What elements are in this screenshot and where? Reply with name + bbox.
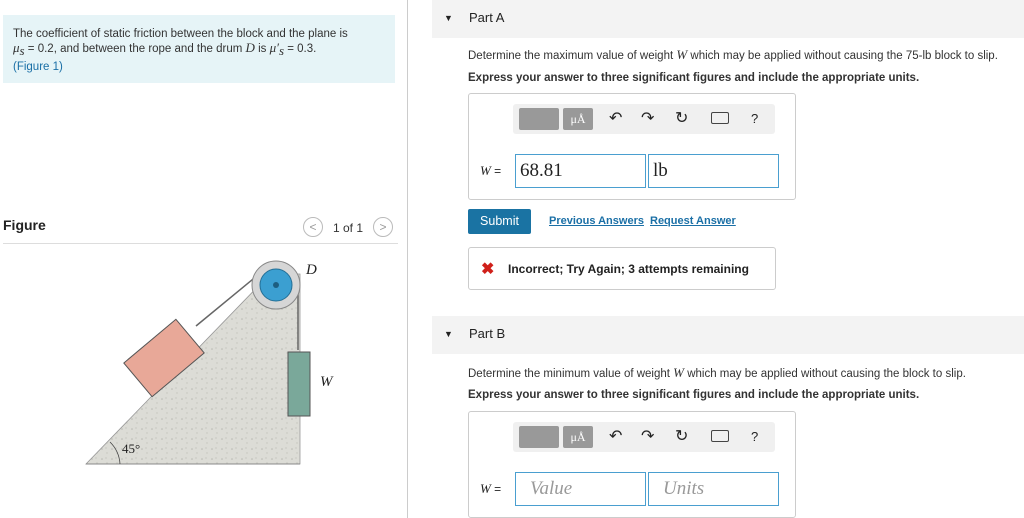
part-a-var-symbol: W [480,163,491,178]
feedback-text: Incorrect; Try Again; 3 attempts remaining [508,262,749,276]
part-a-answer-box [468,93,796,200]
part-a-units-input[interactable]: lb [648,154,779,188]
mu-prime-sub: s [278,43,285,59]
right-panel [432,0,1024,518]
part-b-equals: = [490,482,502,496]
help-icon[interactable]: ? [751,111,759,126]
reset-icon[interactable]: ↻ [675,110,689,127]
mu-prime-symbol: μ′ [269,40,279,55]
mu-s-value: = 0.2 [24,43,54,55]
drum-hub [273,282,279,288]
part-b-answer-box [468,411,796,518]
figure-page-count: 1 of 1 [333,221,364,235]
part-b-question-var: W [673,365,685,380]
part-b-collapse-icon[interactable]: ▼ [444,329,453,339]
problem-statement [3,15,395,83]
figure-link[interactable]: (Figure 1) [13,61,63,74]
undo-icon[interactable]: ↶ [609,110,623,127]
part-b-var-label [480,481,501,497]
submit-button[interactable]: Submit [468,209,531,234]
figure-label: Figure [3,217,46,233]
part-b-question-pre: Determine the minimum value of weight [468,368,674,380]
weight-label: W [320,374,333,390]
drum-symbol: D [245,40,255,55]
part-a-equals: = [490,164,502,178]
part-b-title: Part B [469,326,506,341]
templates-icon[interactable] [519,426,559,448]
part-b-question-post: which may be applied without causing the block to slip. [684,368,966,380]
part-a-toolbar [513,104,775,134]
drum-label: D [306,262,317,278]
angle-label: 45° [122,441,141,456]
mu-prime-value: = 0.3. [284,43,317,55]
part-a-var-label [480,163,501,179]
keyboard-icon[interactable] [711,112,729,124]
undo-icon[interactable]: ↶ [609,428,623,445]
part-a-value-input[interactable]: 68.81 [515,154,646,188]
part-b-toolbar [513,422,775,452]
hanging-weight [288,352,310,416]
templates-icon[interactable] [519,108,559,130]
part-a-question-pre: Determine the maximum value of weight [468,50,677,62]
redo-icon[interactable]: ↷ [641,110,655,127]
request-answer-link[interactable]: Request Answer [650,215,736,227]
part-a-question [468,47,998,63]
figure-prev-button[interactable]: < [303,217,323,237]
units-icon[interactable]: μÅ [563,426,593,448]
part-b-question [468,365,966,381]
part-b-value-input[interactable]: Value [515,472,646,506]
part-b-units-input[interactable]: Units [648,472,779,506]
incorrect-icon: ✖ [481,261,495,278]
figure-diagram [0,246,400,518]
mu-s-symbol: μ [13,40,20,55]
part-a-question-var: W [676,47,688,62]
left-panel [0,0,408,518]
mu-s-sub: s [19,43,25,59]
problem-mid: , and between the rope and the drum [53,43,246,55]
part-a-collapse-icon[interactable]: ▼ [444,13,453,23]
feedback-box [468,247,776,290]
part-b-instruction: Express your answer to three significant figures and include the appropriate units. [468,389,920,401]
problem-line1: The coefficient of static friction between the block and the plane is [13,28,348,40]
keyboard-icon[interactable] [711,430,729,442]
part-b-header[interactable] [432,316,1024,354]
part-a-title: Part A [469,10,505,25]
part-a-instruction: Express your answer to three significant figures and include the appropriate units. [468,72,920,84]
figure-header [3,214,398,244]
help-icon[interactable]: ? [751,429,759,444]
is-text: is [254,43,270,55]
reset-icon[interactable]: ↻ [675,428,689,445]
previous-answers-link[interactable]: Previous Answers [549,215,644,227]
redo-icon[interactable]: ↷ [641,428,655,445]
part-a-header[interactable] [432,0,1024,38]
part-b-var-symbol: W [480,481,491,496]
units-icon[interactable]: μÅ [563,108,593,130]
figure-next-button[interactable]: > [373,217,393,237]
part-a-question-post: which may be applied without causing the 75-lb block to slip. [687,50,998,62]
